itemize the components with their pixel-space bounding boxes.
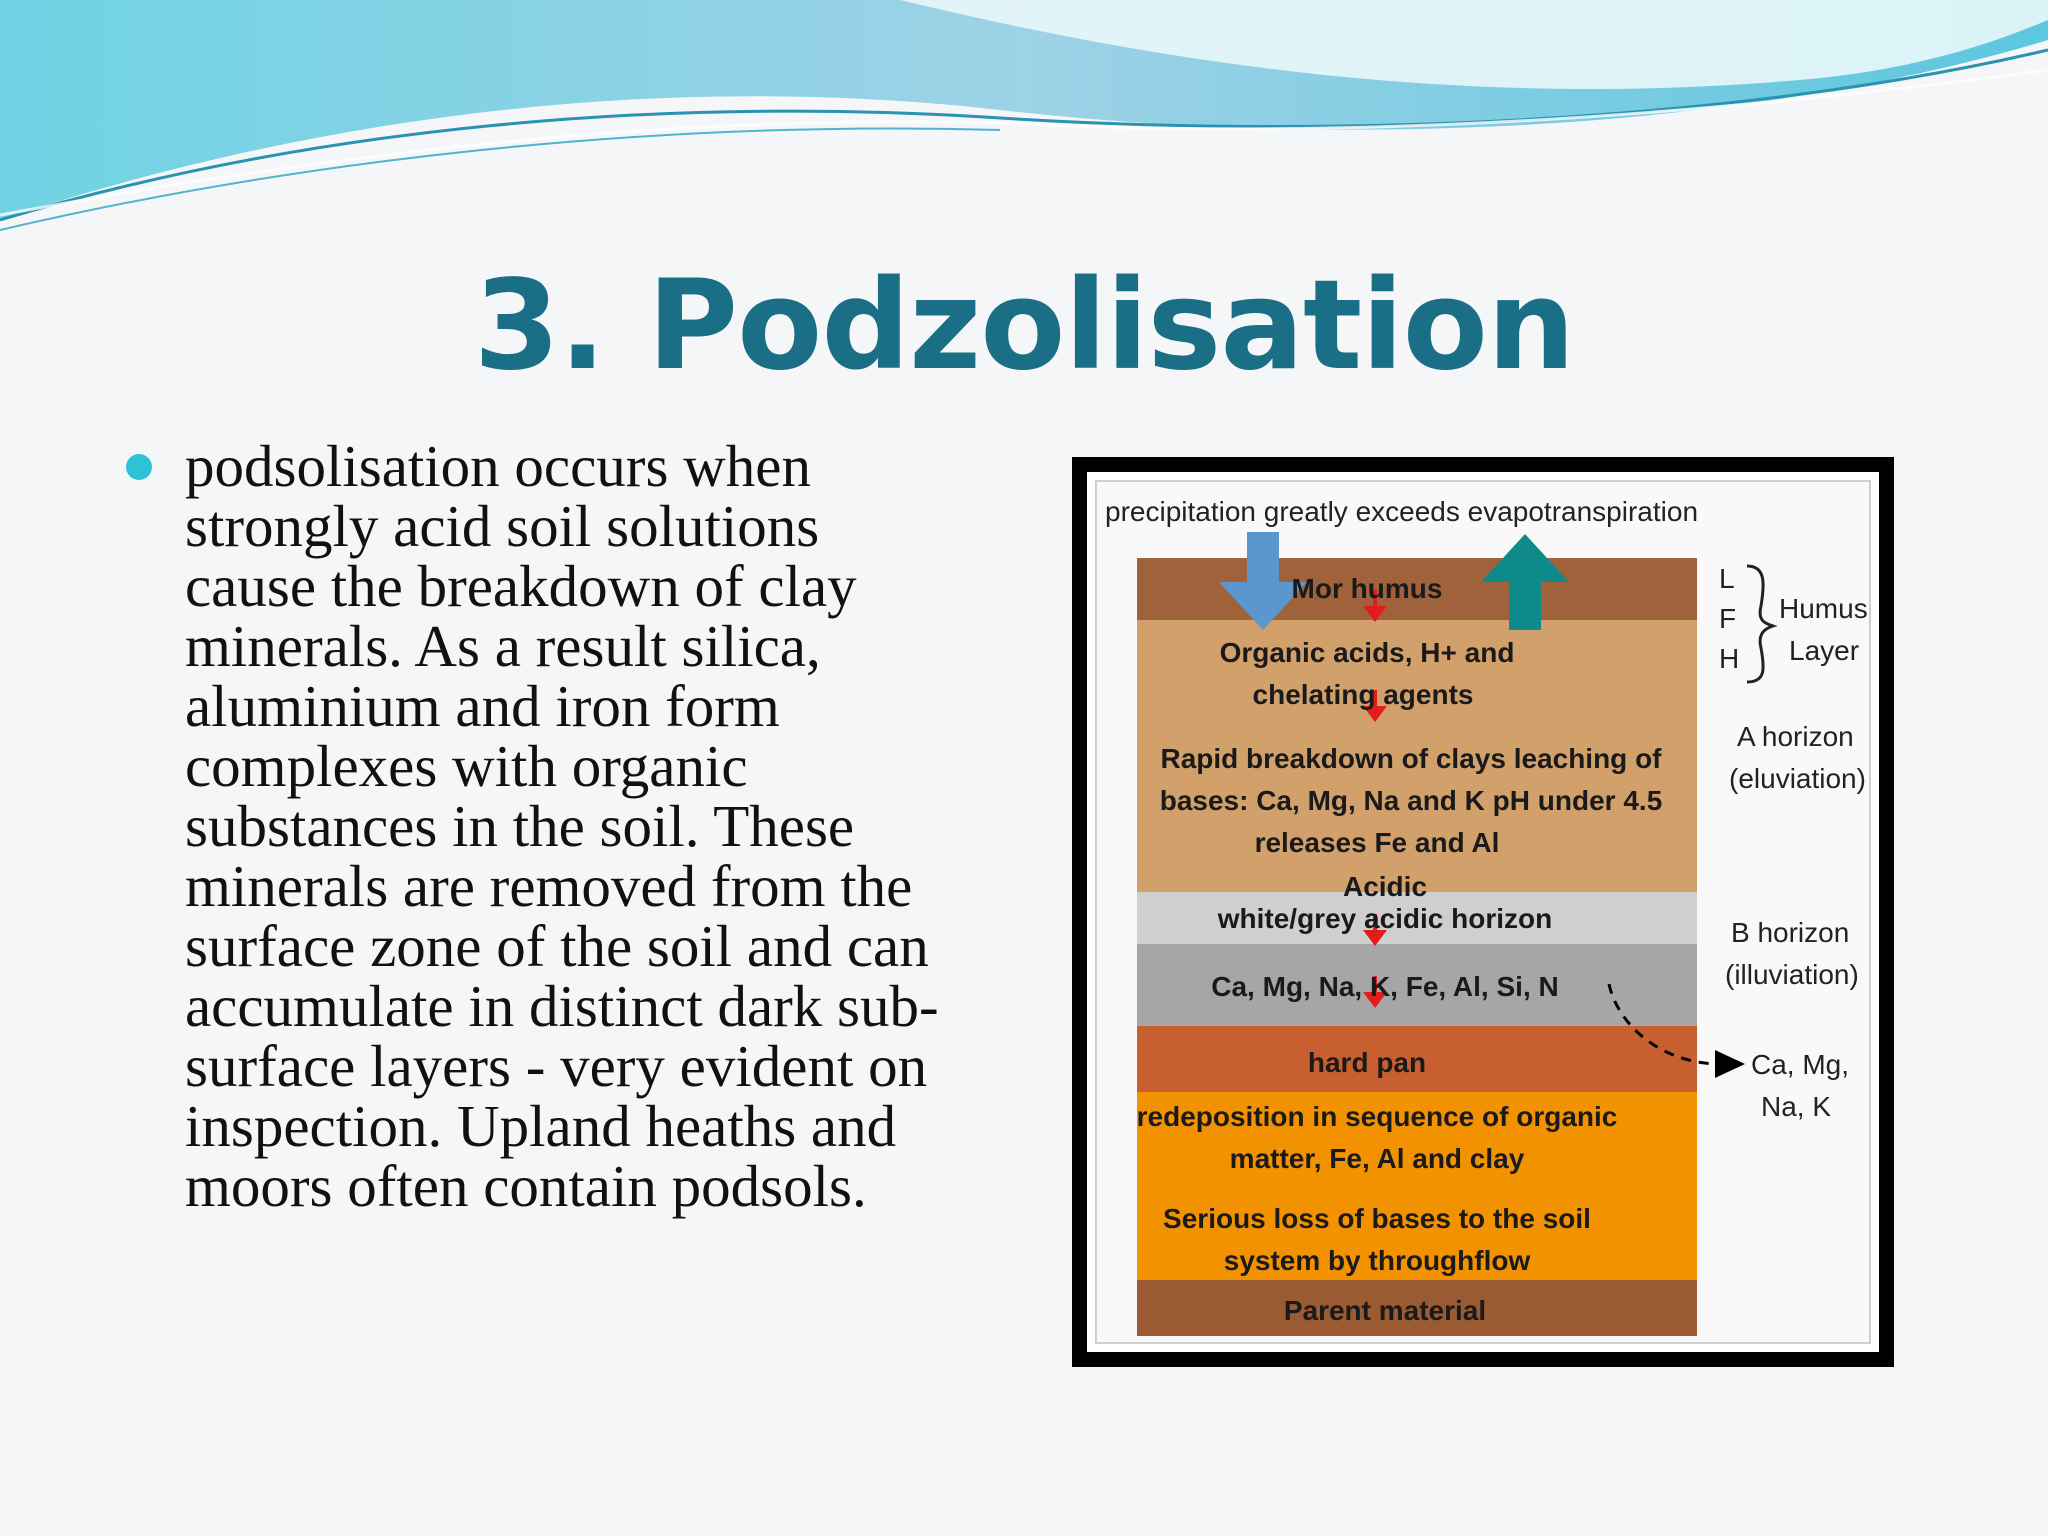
label-rapid-1: Rapid breakdown of clays leaching of — [1160, 743, 1662, 774]
label-loss-2: system by throughflow — [1223, 1245, 1531, 1276]
label-mor-humus: Mor humus — [1291, 573, 1443, 604]
label-humus-2: Layer — [1789, 635, 1860, 666]
label-elements: Ca, Mg, Na, K, Fe, Al, Si, N — [1211, 971, 1559, 1002]
label-organic-1: Organic acids, H+ and — [1219, 637, 1515, 668]
bullet-text: podsolisation occurs when strongly acid soil solutions cause the breakdown of clay minerals. As a result silica, aluminium and iron form complexes with organic substances in the soil. These minerals are removed from the surface zone of the soil and can accumulate in distinct dark sub-surface layers - very evident on inspection. Upland heaths and moors often contain podsols. — [185, 433, 939, 1219]
label-organic-2: chelating agents — [1252, 679, 1474, 710]
caption-top: precipitation greatly exceeds evapotranspiration — [1105, 496, 1699, 527]
podzol-diagram — [1095, 480, 1871, 1344]
label-lost-1: Ca, Mg, — [1751, 1049, 1850, 1080]
label-loss-1: Serious loss of bases to the soil — [1163, 1203, 1591, 1234]
humus-brace — [1747, 566, 1773, 682]
label-parent: Parent material — [1283, 1295, 1487, 1326]
podzol-diagram-border — [1084, 469, 1882, 1355]
label-L: L — [1719, 563, 1735, 594]
throughflow-arrowhead-icon — [1715, 1050, 1745, 1078]
label-acidic: Acidic — [1342, 871, 1428, 902]
label-redeposit-2: matter, Fe, Al and clay — [1229, 1143, 1525, 1174]
label-hard-pan: hard pan — [1307, 1047, 1427, 1078]
label-lost-2: Na, K — [1761, 1091, 1832, 1122]
label-a-horizon-1: A horizon — [1737, 721, 1854, 752]
label-redeposit-1: redeposition in sequence of organic — [1136, 1101, 1618, 1132]
label-F: F — [1719, 603, 1737, 634]
header-wave-decoration — [0, 0, 2048, 240]
label-b-horizon-1: B horizon — [1731, 917, 1850, 948]
label-humus-1: Humus — [1779, 593, 1868, 624]
label-H: H — [1719, 643, 1740, 674]
label-rapid-3: releases Fe and Al — [1254, 827, 1500, 858]
label-rapid-2: bases: Ca, Mg, Na and K pH under 4.5 — [1159, 785, 1663, 816]
slide-title: 3. Podzolisation — [473, 254, 1575, 398]
label-a-horizon-2: (eluviation) — [1729, 763, 1866, 794]
podzol-diagram-frame — [1072, 457, 1894, 1367]
podzol-diagram-svg — [1097, 482, 1873, 1346]
label-b-horizon-2: (illuviation) — [1725, 959, 1859, 990]
label-white-grey: white/grey acidic horizon — [1217, 903, 1553, 934]
bullet-icon — [126, 454, 152, 480]
